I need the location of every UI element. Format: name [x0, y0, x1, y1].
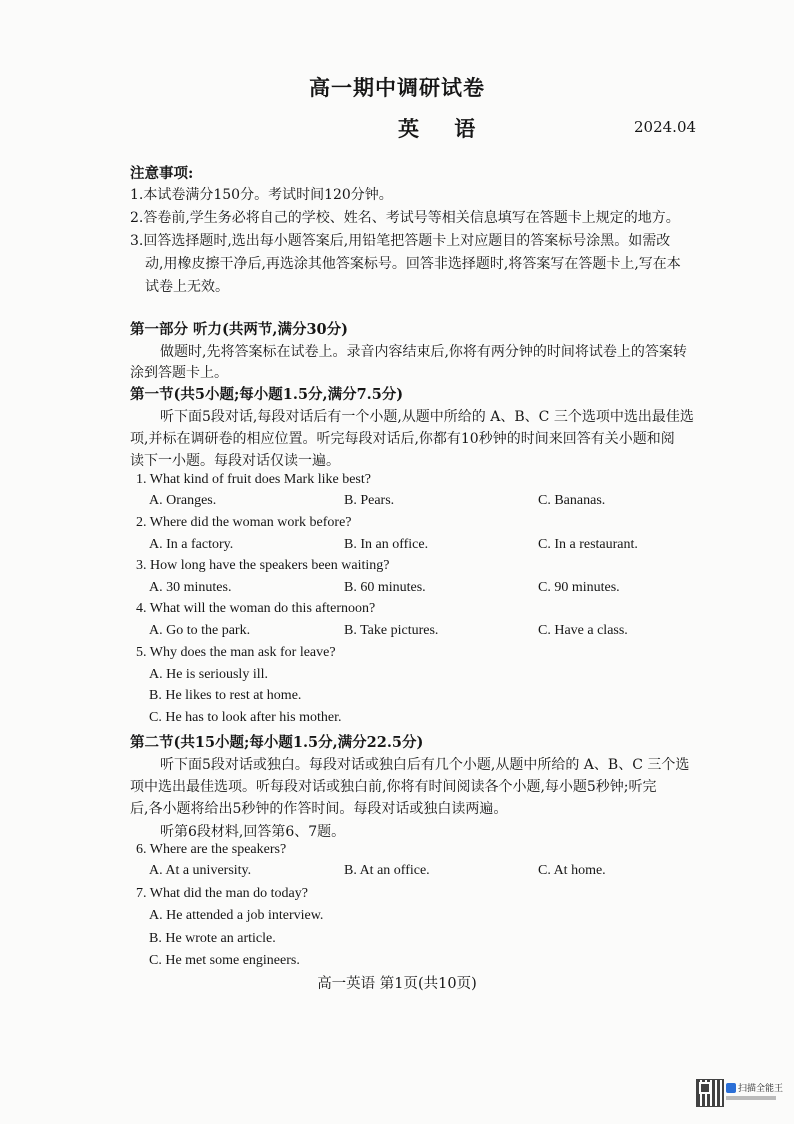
section2-instructions: 听下面5段对话或独白。每段对话或独白后有几个小题,从题中所给的 A、B、C 三个选 — [160, 757, 690, 773]
option-c: C. He has to look after his mother. — [149, 710, 342, 725]
option-b: B. In an office. — [344, 537, 429, 552]
option-c: C. He met some engineers. — [149, 953, 300, 968]
part1-instructions: 涂到答题卡上。 — [130, 365, 228, 381]
scanner-brand: 扫描全能王 — [738, 1084, 784, 1094]
option-b: B. He likes to rest at home. — [149, 688, 302, 703]
part1-instructions: 做题时,先将答案标在试卷上。录音内容结束后,你将有两分钟的时间将试卷上的答案转 — [160, 344, 687, 360]
notice-item: 动,用橡皮擦干净后,再选涂其他答案标号。回答非选择题时,将答案写在答题卡上,写在本 — [145, 256, 681, 272]
subject-title: 英 语 — [398, 116, 490, 141]
qr-code-icon — [696, 1079, 724, 1107]
option-c: C. At home. — [538, 863, 606, 878]
option-b: B. Take pictures. — [344, 623, 439, 638]
section1-instructions: 读下一小题。每段对话仅读一遍。 — [130, 453, 340, 469]
option-a: A. 30 minutes. — [149, 580, 232, 595]
option-a: A. Go to the park. — [149, 623, 251, 638]
question-stem: 2. Where did the woman work before? — [136, 515, 352, 530]
question-stem: 3. How long have the speakers been waiting? — [136, 558, 390, 573]
option-a: A. In a factory. — [149, 537, 234, 552]
section1-instructions: 项,并标在调研卷的相应位置。听完每段对话后,你都有10秒钟的时间来回答有关小题和阅 — [130, 431, 675, 447]
option-c: C. Have a class. — [538, 623, 628, 638]
scanner-logo-icon — [726, 1083, 736, 1093]
part1-heading: 第一部分 听力(共两节,满分30分) — [130, 321, 348, 338]
section1-instructions: 听下面5段对话,每段对话后有一个小题,从题中所给的 A、B、C 三个选项中选出最佳选 — [160, 409, 694, 425]
option-b: B. At an office. — [344, 863, 430, 878]
question-stem: 4. What will the woman do this afternoon? — [136, 601, 376, 616]
option-c: C. 90 minutes. — [538, 580, 620, 595]
scanner-subtext — [726, 1096, 776, 1100]
question-stem: 1. What kind of fruit does Mark like best? — [136, 472, 371, 487]
notice-item: 1.本试卷满分150分。考试时间120分钟。 — [130, 187, 393, 203]
notice-heading: 注意事项: — [130, 165, 194, 182]
section2-instructions: 项中选出最佳选项。听每段对话或独白前,你将有时间阅读各个小题,每小题5秒钟;听完 — [130, 779, 657, 795]
question-stem: 5. Why does the man ask for leave? — [136, 645, 336, 660]
scanner-stamp — [696, 1079, 784, 1109]
option-c: C. Bananas. — [538, 493, 606, 508]
question-stem: 7. What did the man do today? — [136, 886, 308, 901]
section1-heading: 第一节(共5小题;每小题1.5分,满分7.5分) — [130, 386, 404, 403]
option-a: A. He attended a job interview. — [149, 908, 324, 923]
material-note: 听第6段材料,回答第6、7题。 — [160, 824, 346, 840]
page-title: 高一期中调研试卷 — [309, 75, 485, 100]
notice-item: 3.回答选择题时,选出每小题答案后,用铅笔把答题卡上对应题目的答案标号涂黑。如需改 — [130, 233, 671, 249]
option-c: C. In a restaurant. — [538, 537, 638, 552]
page-footer: 高一英语 第1页(共10页) — [317, 976, 477, 992]
option-a: A. He is seriously ill. — [149, 667, 268, 682]
section2-instructions: 后,各小题将给出5秒钟的作答时间。每段对话或独白读两遍。 — [130, 801, 508, 817]
option-a: A. Oranges. — [149, 493, 217, 508]
option-a: A. At a university. — [149, 863, 252, 878]
option-b: B. 60 minutes. — [344, 580, 426, 595]
notice-item: 2.答卷前,学生务必将自己的学校、姓名、考试号等相关信息填写在答题卡上规定的地方。 — [130, 210, 680, 226]
notice-item: 试卷上无效。 — [145, 279, 229, 295]
exam-date: 2024.04 — [634, 118, 697, 136]
question-stem: 6. Where are the speakers? — [136, 842, 287, 857]
option-b: B. Pears. — [344, 493, 395, 508]
option-b: B. He wrote an article. — [149, 931, 276, 946]
section2-heading: 第二节(共15小题;每小题1.5分,满分22.5分) — [130, 734, 424, 751]
